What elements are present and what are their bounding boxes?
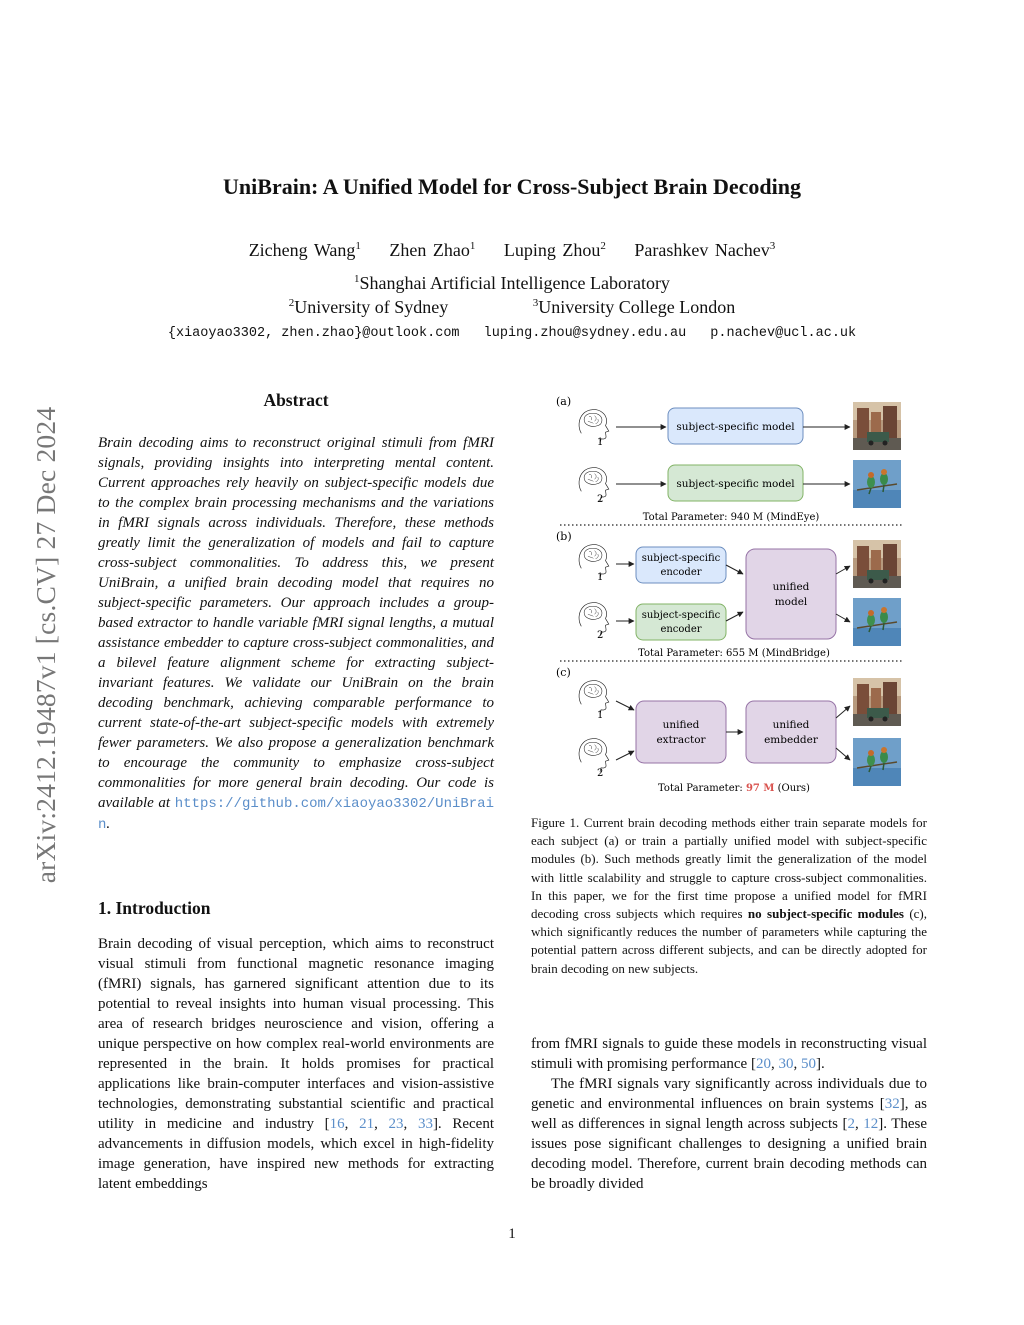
author: Parashkev Nachev$^3$ — [634, 240, 776, 260]
flow-arrow — [616, 701, 634, 710]
subject-number: 1 — [597, 710, 604, 721]
email: luping.zhou@sydney.edu.au — [483, 326, 687, 341]
right-column-text — [531, 1034, 927, 1194]
panel-label-c: (c) — [556, 666, 571, 679]
flow-arrow — [836, 566, 850, 574]
citation-link[interactable]: 20 — [755, 1056, 771, 1072]
affiliation: $^2$University of Sydney — [288, 297, 449, 317]
brain-icon — [579, 681, 609, 715]
affiliation-line-1 — [0, 273, 1024, 294]
reconstructed-image — [853, 460, 901, 508]
brain-icon — [579, 545, 609, 579]
flow-arrow — [836, 614, 850, 622]
citation-link[interactable]: 50 — [800, 1056, 816, 1072]
introduction-text: Brain decoding of visual perception, which aims to reconstruct visual stimuli from functional magnetic resonance imaging (fMRI) signals, has garnered significant attention due to its potential to reveal insights into human visual processing. This area of research bridges neuroscience and vision, offering a unique perspective on how complex real-world environments are represented in the brain. It holds promises for practical applications like brain-computer interfaces and vision-assistive technologies, demonstrating substantial scientific and practical utility in medicine and industry [16, 21, 23, 33]. Recent advancements in diffusion models, which excel in high-fidelity image generation, have inspired new methods for extracting latent embeddings — [98, 936, 494, 1192]
box-label: extractor — [656, 734, 706, 746]
subject-number: 1 — [597, 572, 604, 583]
author: Luping Zhou$^2$ — [503, 240, 606, 260]
citation-link[interactable]: 33 — [417, 1116, 433, 1132]
box-label: subject-specific model — [676, 478, 795, 490]
subject-number: 2 — [597, 768, 604, 779]
reconstructed-image — [853, 738, 901, 786]
citation-link[interactable]: 32 — [884, 1096, 900, 1112]
box-label: embedder — [764, 734, 818, 746]
author: Zhen Zhao$^1$ — [389, 240, 476, 260]
parameter-count-a: Total Parameter: 940 M (MindEye) — [642, 512, 820, 523]
page-number: 1 — [508, 1226, 516, 1242]
brain-icon — [579, 468, 609, 502]
flow-arrow — [726, 565, 743, 574]
box-label: subject-specific — [641, 553, 721, 564]
unified-embedder-box — [746, 701, 836, 763]
figure-caption: Figure 1. Current brain decoding methods either train separate models for each subject (a) or train a partially unified model with subject-specific modules (b). Such methods greatly limit the generalization of the model with little scalability and struggle to capture cross-subject commonalities. In this paper, we for the first time propose a unified model for fMRI decoding cross subjects which requires no subject-specific modules (c), which significantly reduces the number of parameters while capturing the potential pattern across different subjects, and can be directly adopted for brain decoding on new subjects. — [531, 815, 927, 976]
figure-1-diagram — [548, 388, 920, 803]
parameter-count-c: Total Parameter: 97 M (Ours) — [658, 783, 810, 794]
flow-arrow — [616, 751, 634, 760]
box-label: encoder — [660, 624, 702, 635]
flow-arrow — [836, 748, 850, 760]
box-label: unified — [772, 581, 810, 593]
box-label: model — [774, 596, 808, 608]
author: Zicheng Wang$^1$ — [248, 240, 361, 260]
citation-link[interactable]: 21 — [359, 1116, 375, 1132]
abstract-heading: Abstract — [263, 390, 329, 410]
citation-link[interactable]: 16 — [329, 1116, 345, 1132]
section-heading-introduction: 1. Introduction — [98, 898, 211, 918]
reconstructed-image — [853, 402, 901, 450]
brain-icon — [579, 603, 609, 637]
box-label: subject-specific — [641, 610, 721, 621]
paragraph: from fMRI signals to guide these models in reconstructing visual stimuli with promising performance [20, 30, 50]. — [531, 1036, 927, 1072]
citation-link[interactable]: 30 — [778, 1056, 794, 1072]
subject-number: 2 — [597, 494, 604, 505]
citation-link[interactable]: 12 — [863, 1116, 879, 1132]
reconstructed-image — [853, 540, 901, 588]
brain-icon — [579, 739, 609, 773]
panel-label-b: (b) — [556, 530, 572, 543]
code-link[interactable]: https://github.com/xiaoyao3302/UniBrain — [98, 796, 494, 833]
citation-link[interactable]: 23 — [388, 1116, 404, 1132]
parameter-count-b: Total Parameter: 655 M (MindBridge) — [638, 648, 830, 659]
citation-link[interactable]: 2 — [847, 1116, 855, 1132]
reconstructed-image — [853, 678, 901, 726]
reconstructed-image — [853, 598, 901, 646]
box-label: subject-specific model — [676, 421, 795, 433]
unified-model-box — [746, 549, 836, 639]
flow-arrow — [836, 706, 850, 718]
author-list — [0, 240, 1024, 261]
panel-label-a: (a) — [556, 395, 572, 408]
subject-number: 2 — [597, 630, 604, 641]
affiliation: $^1$Shanghai Artificial Intelligence Laboratory — [354, 273, 670, 293]
affiliation: $^3$University College London — [532, 297, 736, 317]
unified-extractor-box — [636, 701, 726, 763]
email: {xiaoyao3302, zhen.zhao}@outlook.com — [167, 326, 460, 341]
arxiv-identifier: arXiv:2412.19487v1 [cs.CV] 27 Dec 2024 — [30, 406, 61, 884]
subject-number: 1 — [597, 437, 604, 448]
affiliation-line-2 — [0, 297, 1024, 318]
box-label: encoder — [660, 567, 702, 578]
email-list — [0, 326, 1024, 341]
abstract-text: Brain decoding aims to reconstruct original stimuli from fMRI signals, providing insights into interpreting mental content. Current approaches rely heavily on subject-specific models due to the complex brain processing mechanisms and the variations in fMRI signals across individuals. Therefore, these methods greatly limit the generalization of models and fail to capture cross-subject commonalities. To address this, we present UniBrain, a unified brain decoding model that requires no subject-specific parameters. Our approach includes a group-based extractor to handle variable fMRI signal lengths, a mutual assistance embedder to capture cross-subject commonalities, and a bilevel feature alignment scheme for extracting subject-invariant features. We validate our UniBrain on the brain decoding benchmark, achieving comparable performance to current state-of-the-art subject-specific models with extremely fewer parameters. We also propose a generalization benchmark to encourage the community to emphasize cross-subject commonalities for more general brain decoding. Our code is available at https://github.com/xiaoyao3302/UniBrain. — [98, 435, 494, 833]
brain-icon — [579, 410, 609, 444]
box-label: unified — [772, 719, 810, 731]
flow-arrow — [726, 612, 743, 621]
box-label: unified — [662, 719, 700, 731]
paragraph: The fMRI signals vary significantly across individuals due to genetic and environmental influences on brain systems [32], as well as differences in signal length across subjects [2, 12]. These issues pose significant challenges to designing a unified brain decoding model. Therefore, current brain decoding methods can be broadly divided — [531, 1076, 928, 1192]
paper-title: UniBrain: A Unified Model for Cross-Subject Brain Decoding — [223, 174, 801, 199]
email: p.nachev@ucl.ac.uk — [710, 326, 857, 341]
